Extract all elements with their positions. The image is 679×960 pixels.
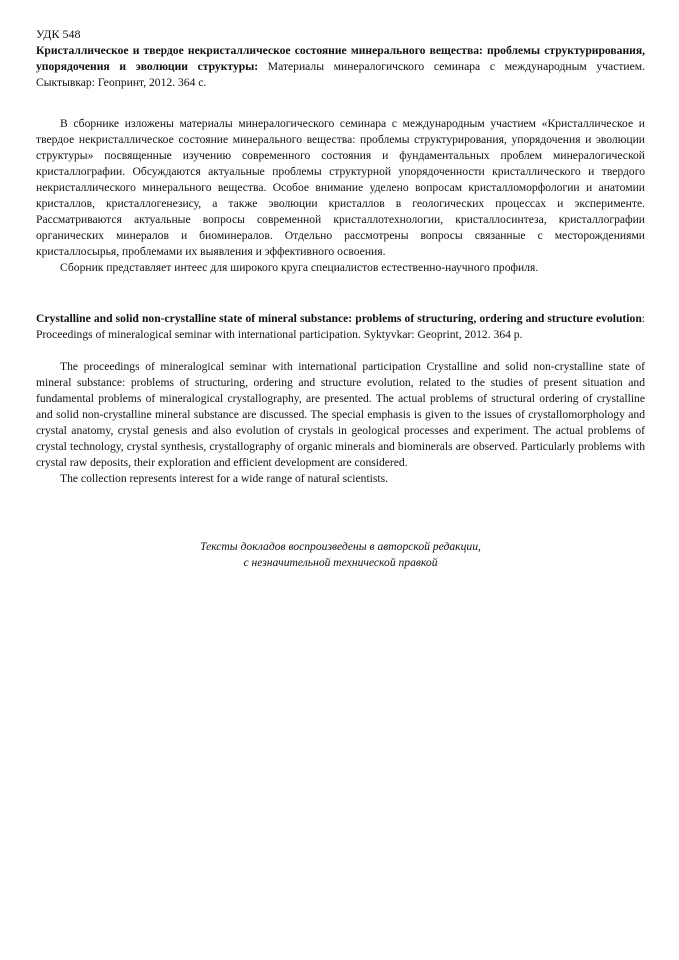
citation-en: : Proceedings of mineralogical seminar with international participation. Syktyvkar: Geoprint, 2012. 364 p. [36, 312, 645, 341]
editorial-note-line-1: Тексты докладов воспроизведены в авторской редакции, [200, 540, 481, 553]
title-ru: Кристаллическое и твердое некристаллическое состояние минерального вещества: проблемы структурирования, упорядочения и эволюции структуры: [36, 44, 645, 73]
editorial-note-line-2: с незначительной технической правкой [243, 556, 438, 569]
bibliographic-entry-en [36, 311, 645, 343]
interest-statement-en: The collection represents interest for a wide range of natural scientists. [60, 472, 389, 485]
bibliographic-entry-ru [36, 43, 645, 91]
abstract-en: The proceedings of mineralogical seminar with international participation Crystalline and solid non-crystalline state of mineral substance: problems of structuring, ordering and structure evolution, related to the studies of present situation and fundamental problems of mineralogical crystallography, are presented. The actual problems of structural ordering of crystalline and solid non-crystalline mineral substance are discussed. The special emphasis is given to the issues of crystallomorphology and crystal anatomy, crystal genesis and also evolution of crystals in geological processes and experiment. The actual problems of crystal technology, crystal synthesis, crystallography of organic minerals and biominerals are observed. Particularly problems with crystal raw deposits, their exploration and efficient development are considered. [36, 360, 645, 469]
interest-statement-ru: Сборник представляет интеес для широкого круга специалистов естественно-научного профиля. [60, 261, 539, 274]
title-en: Crystalline and solid non-crystalline state of mineral substance: problems of structuring, ordering and structure evolution [36, 312, 642, 325]
editorial-note [36, 539, 645, 571]
citation-ru: Материалы минералогичского семинара с международным участием. Сыктывкар: Геопринт, 2012. 364 с. [36, 60, 645, 89]
abstract-ru: В сборнике изложены материалы минералогического семинара с международным участием «Кристаллическое и твердое некристаллическое состояние минерального вещества: проблемы структурирования, упорядочения и эволюции структуры» посвященные изучению современного состояния и фундаментальных проблем минералогической кристаллографии. Обсуждаются актуальные проблемы структурной упорядоченности кристаллического и твердого некристаллического минерального вещества. Особое внимание уделено вопросам кристалломорфологии и анатомии кристаллов, кристаллогенезису, а также эволюции кристаллов в геологических процессах и эксперименте. Рассматриваются актуальные вопросы современной кристаллотехнологии, кристаллосинтеза, кристаллографии органических минералов и биоминералов. Отдельно рассмотрены вопросы связанные с месторождениями кристаллосырья, проблемами их выявления и эффективного освоения. [36, 117, 645, 258]
udk-code: УДК 548 [36, 27, 81, 41]
